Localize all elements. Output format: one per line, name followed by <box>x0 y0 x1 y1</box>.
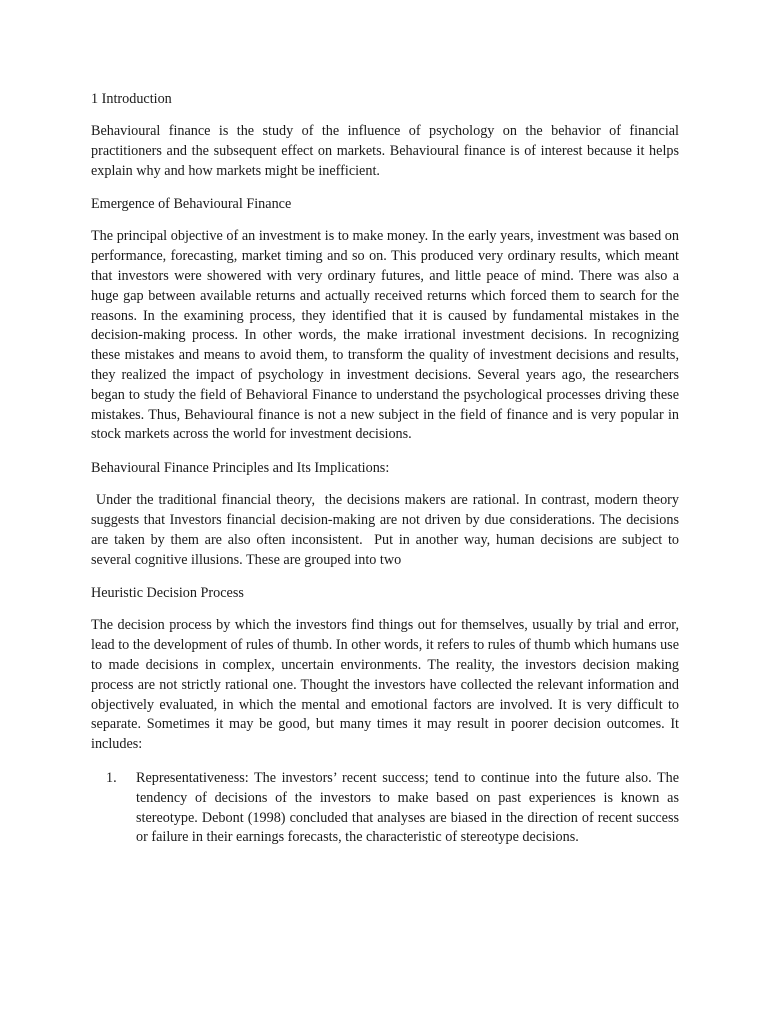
paragraph: The decision process by which the investors find things out for themselves, usually by trial and error, lead to the development of rules of thumb. In other words, it refers to rules of thumb which humans use to made decisions in complex, uncertain environments. The reality, the investors decision making process are not strictly rational one. Thought the investors have collected the relevant information and objectively evaluated, in which the mental and emotional factors are involved. It is very difficult to separate. Sometimes it may be good, but many times it may result in poorer decision outcomes. It includes: <box>91 617 679 753</box>
paragraph: The principal objective of an investment is to make money. In the early years, investment was based on performance, forecasting, market timing and so on. This produced very ordinary results, which meant that investors were showered with very ordinary futures, and little peace of mind. There was also a huge gap between available returns and actually received returns which forced them to search for the reasons. In the examining process, they identified that it is caused by fundamental mistakes in the decision-making process. In other words, the make irrational investment decisions. In recognizing these mistakes and means to avoid them, to transform the quality of investment decisions and results, they realized the impact of psychology in investment decisions. Several years ago, the researchers began to study the field of Behavioral Finance to understand the psychological processes driving these mistakes. Thus, Behavioural finance is not a new subject in the field of finance and is very popular in stock markets across the world for investment decisions. <box>91 228 679 443</box>
section-heading-principles: Behavioural Finance Principles and Its Implications: <box>91 460 390 477</box>
list-item-text: Representativeness: The investors’ recent success; tend to continue into the future also. The tendency of decisions of the investors to make based on past experiences is known as stereotype. Debont (1998) concluded that analyses are biased in the direction of recent success or failure in their earnings forecasts, the characteristic of stereotype decisions. <box>136 769 679 846</box>
section-heading-introduction: 1 Introduction <box>91 91 172 107</box>
section-heading-emergence: Emergence of Behavioural Finance <box>91 196 292 213</box>
list-item <box>91 769 679 848</box>
list-number: 1. <box>106 769 117 786</box>
paragraph: Behavioural finance is the study of the influence of psychology on the behavior of financial practitioners and the subsequent effect on markets. Behavioural finance is of interest because it helps explain why and how markets might be inefficient. <box>91 123 679 179</box>
document-page <box>91 89 683 848</box>
numbered-list <box>91 769 679 848</box>
paragraph: Under the traditional financial theory, the decisions makers are rational. In contrast, modern theory suggests that Investors financial decision-making are not driven by due considerations. The decisions are taken by them are also often inconsistent. Put in another way, human decisions are subject to several cognitive illusions. These are grouped into two <box>91 492 683 568</box>
section-heading-heuristic: Heuristic Decision Process <box>91 585 244 602</box>
